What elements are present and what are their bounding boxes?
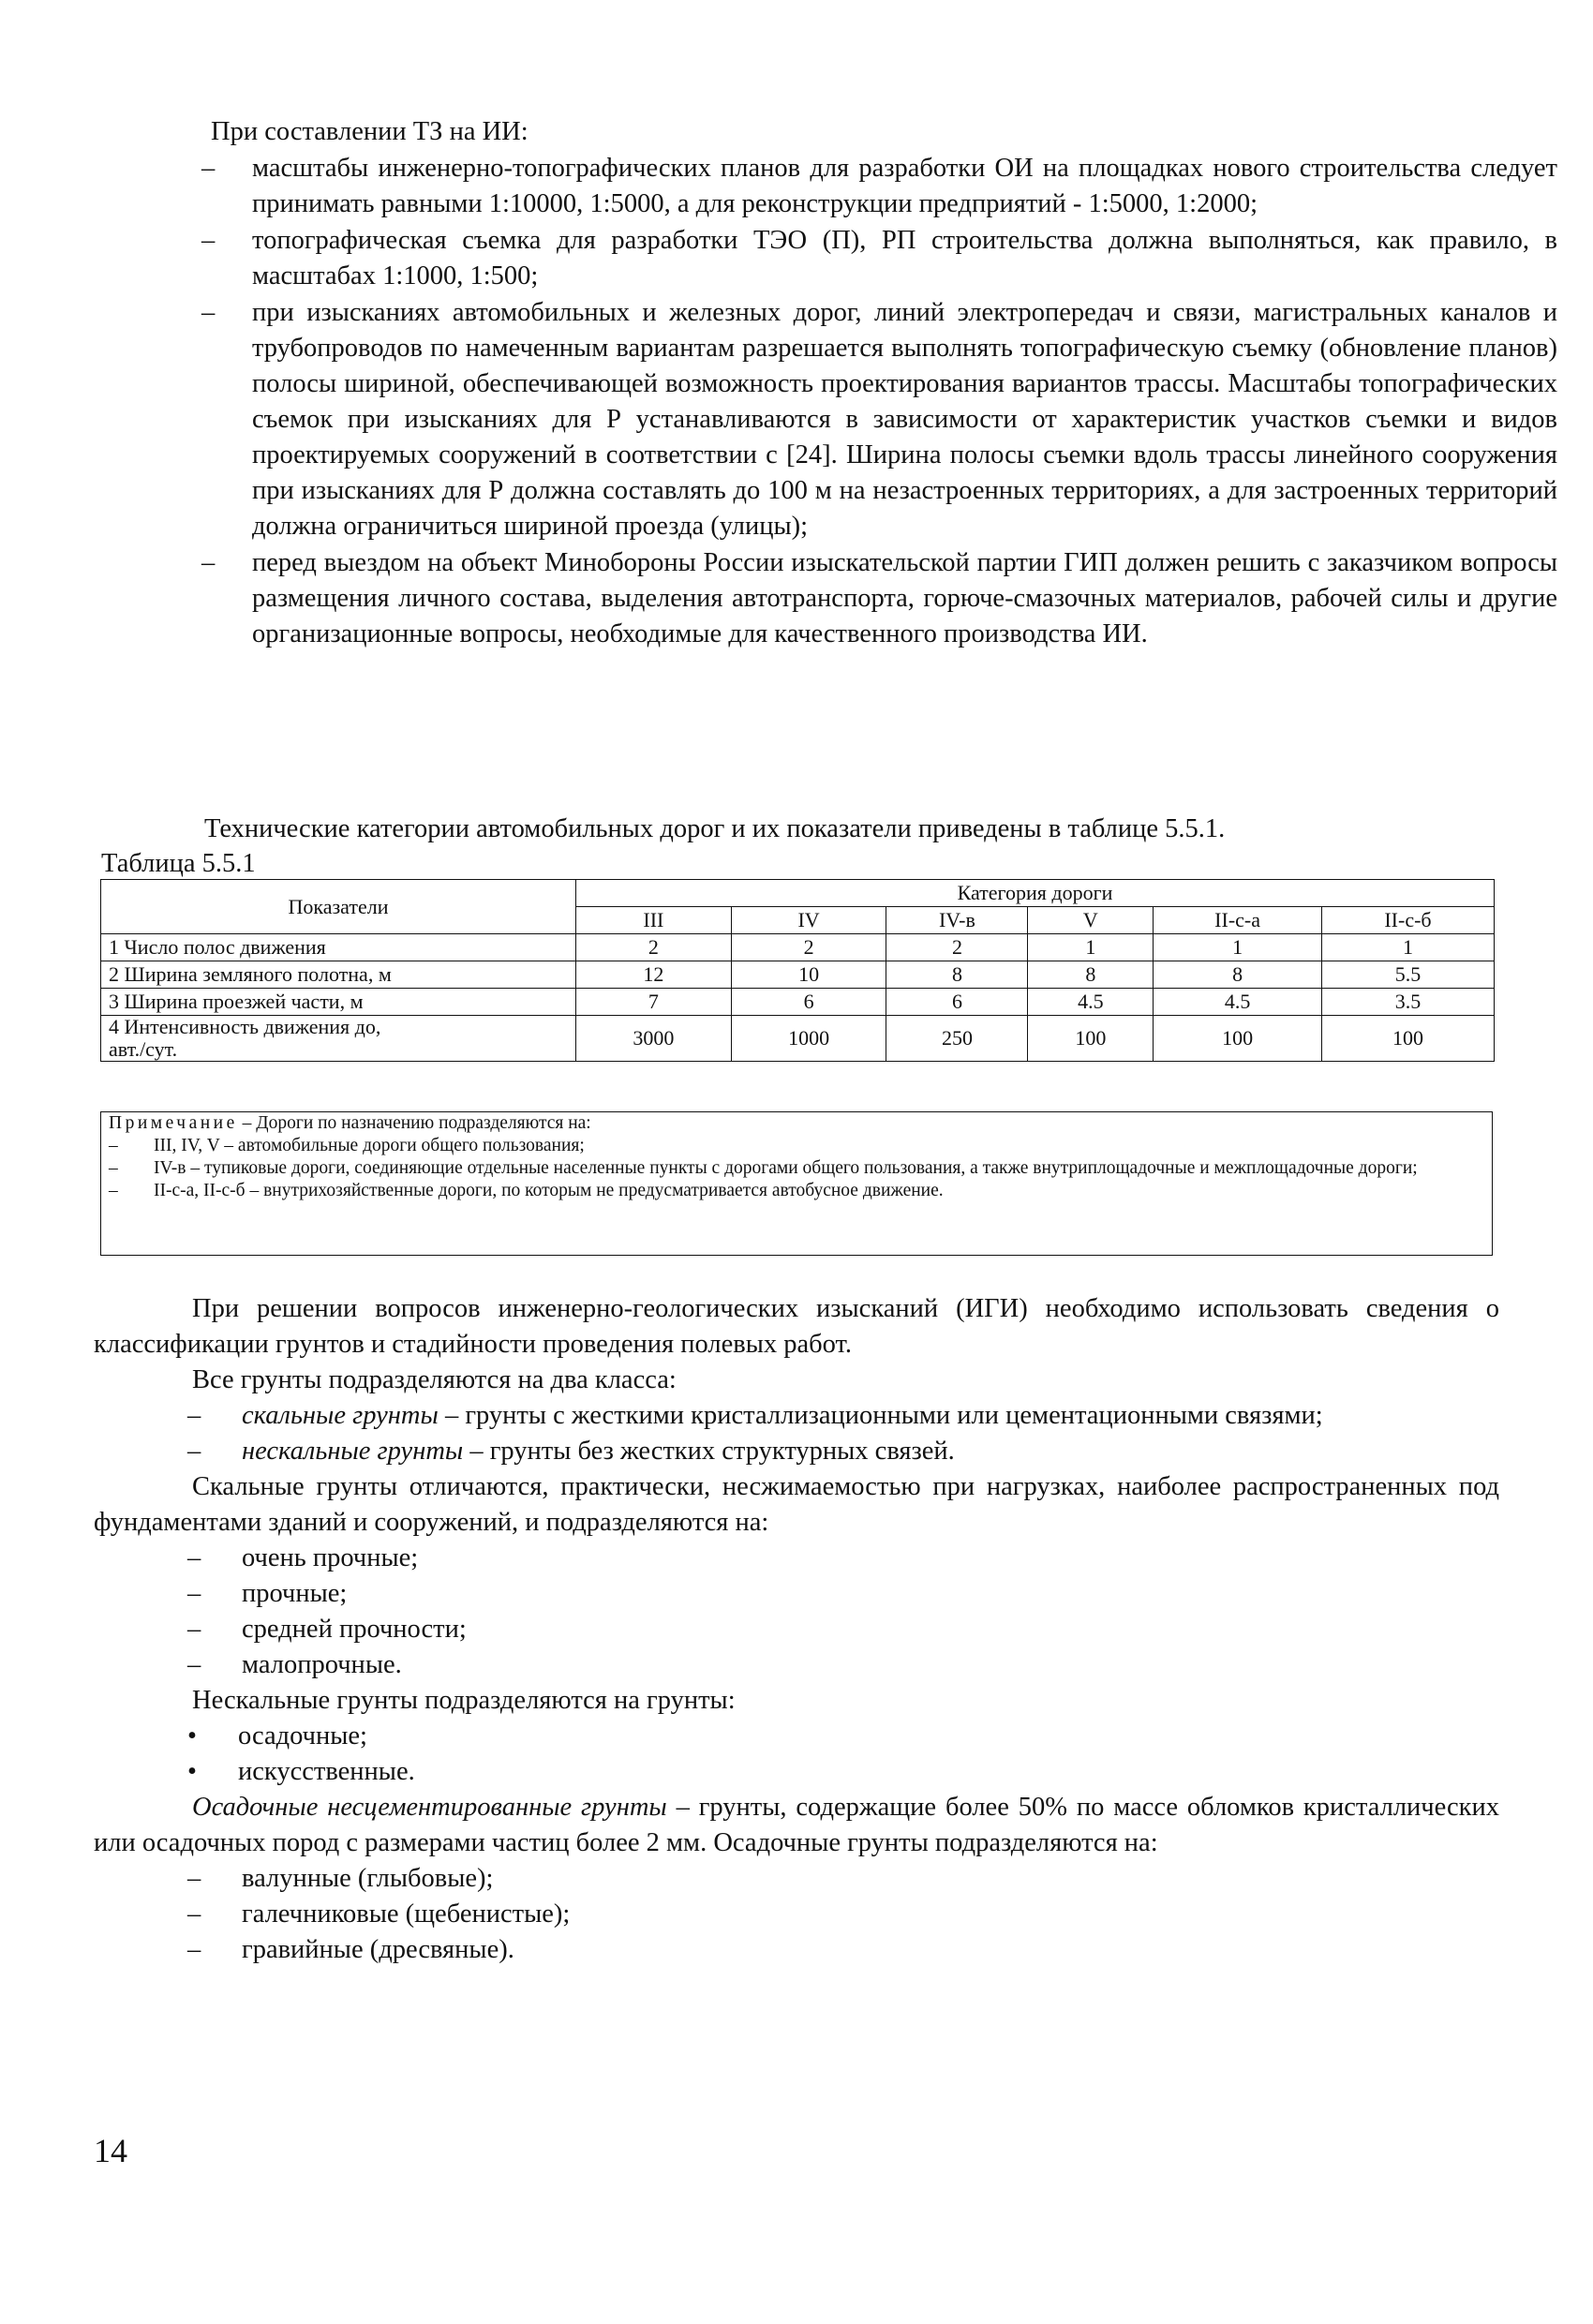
table-cell: 3000: [576, 1016, 732, 1062]
bullet-dash: –: [187, 1437, 201, 1466]
bullet-dash: –: [187, 1935, 201, 1964]
table-cell: 12: [576, 961, 732, 989]
table-cell: 8: [1154, 961, 1322, 989]
note-item: – IV-в – тупиковые дороги, соединяющие отдельные населенные пункты с дорогами общего пользования, а также внутриплощадочные и межплощадочные дороги;: [109, 1158, 1418, 1178]
table-row: [101, 961, 1495, 989]
intro-bullet: – при изысканиях автомобильных и железных дорог, линий электропередач и связи, магистральных каналов и трубопроводов по намеченным вариантам разрешается выполнять топографическую съемку (обновление планов) полосы шириной, обеспечивающей возможность проектирования вариантов трассы. Масштабы топографических съемок при изысканиях для Р устанавливаются в зависимости от характеристик участков съемки и видов проектируемых сооружений в соответствии с [24]. Ширина полосы съемки вдоль трассы линейного сооружения при изысканиях для Р должна составлять до 100 м на незастроенных территориях, а для застроенных территорий должна ограничиться шириной проезда (улицы);: [201, 295, 1557, 544]
bullet-dash: –: [187, 1543, 201, 1572]
bullet-dash: –: [187, 1864, 201, 1893]
bullet-dash: –: [201, 154, 216, 183]
category-cell: II-с-а: [1154, 907, 1322, 934]
table-cell: 2: [886, 934, 1028, 961]
table-row: [101, 1016, 1495, 1062]
bullet-dash: –: [187, 1401, 201, 1430]
table-cell: 3.5: [1322, 989, 1495, 1016]
intro-bullet: – перед выездом на объект Минобороны России изыскательской партии ГИП должен решить с заказчиком вопросы размещения личного состава, выделения автотранспорта, горюче-смазочных материалов, рабочей силы и другие организационные вопросы, необходимые для качественного производства ИИ.: [201, 545, 1557, 652]
table-header-row: [101, 880, 1495, 907]
bullet-dash: –: [187, 1615, 201, 1644]
sed-item: – галечниковые (щебенистые);: [187, 1897, 1554, 1932]
road-category-table: [100, 879, 1495, 1062]
table-cell: 1: [1154, 934, 1322, 961]
row-label: 3 Ширина проезжей части, м: [101, 989, 576, 1016]
table-cell: 6: [731, 989, 886, 1016]
indicator-header: Показатели: [101, 880, 576, 934]
table-cell: 2: [731, 934, 886, 961]
bullet-dash: –: [201, 226, 216, 255]
table-cell: 250: [886, 1016, 1028, 1062]
table-reference-text: Технические категории автомобильных дорог и их показатели приведены в таблице 5.5.1.: [204, 814, 1226, 843]
table-cell: 6: [886, 989, 1028, 1016]
soft-item: • искусственные.: [187, 1754, 1550, 1790]
bullet-dash: –: [109, 1158, 118, 1178]
table-cell: 1: [1028, 934, 1154, 961]
table-cell: 7: [576, 989, 732, 1016]
table-cell: 100: [1154, 1016, 1322, 1062]
note-item: – III, IV, V – автомобильные дороги общего пользования;: [109, 1136, 585, 1155]
bullet-dot: •: [187, 1757, 197, 1786]
row-label: 2 Ширина земляного полотна, м: [101, 961, 576, 989]
class-item: – нескальные грунты – грунты без жестких структурных связей.: [187, 1434, 1554, 1469]
bullet-dash: –: [109, 1181, 118, 1200]
table-caption: Таблица 5.5.1: [101, 849, 256, 878]
rock-item: – прочные;: [187, 1576, 1554, 1612]
bullet-dot: •: [187, 1721, 197, 1750]
intro-bullet: – топографическая съемка для разработки ТЭО (П), РП строительства должна выполняться, как правило, в масштабах 1:1000, 1:500;: [201, 223, 1557, 294]
table-row: [101, 989, 1495, 1016]
category-cell: II-с-б: [1322, 907, 1495, 934]
paragraph: Все грунты подразделяются на два класса:: [192, 1365, 677, 1394]
intro-bullet: – масштабы инженерно-топографических планов для разработки ОИ на площадках нового строительства следует принимать равными 1:10000, 1:5000, а для реконструкции предприятий - 1:5000, 1:2000;: [201, 151, 1557, 222]
paragraph: При решении вопросов инженерно-геологических изысканий (ИГИ) необходимо использовать сведения о классификации грунтов и стадийности проведения полевых работ.: [94, 1294, 1499, 1359]
row-label: 4 Интенсивность движения до, авт./сут.: [101, 1016, 576, 1062]
table-cell: 100: [1028, 1016, 1154, 1062]
table-cell: 5.5: [1322, 961, 1495, 989]
intro-lead: При составлении ТЗ на ИИ:: [211, 117, 529, 146]
category-cell: V: [1028, 907, 1154, 934]
soil-section: [94, 1291, 1499, 1968]
table-cell: 10: [731, 961, 886, 989]
rock-item: – очень прочные;: [187, 1541, 1554, 1576]
soft-item: • осадочные;: [187, 1719, 1550, 1754]
rock-item: – средней прочности;: [187, 1612, 1554, 1647]
table-cell: 8: [1028, 961, 1154, 989]
bullet-dash: –: [109, 1136, 118, 1155]
category-cell: III: [576, 907, 732, 934]
bullet-dash: –: [187, 1899, 201, 1929]
category-header: Категория дороги: [576, 880, 1495, 907]
bullet-dash: –: [201, 548, 216, 577]
sed-item: – гравийные (дресвяные).: [187, 1932, 1554, 1968]
table-cell: 4.5: [1028, 989, 1154, 1016]
table-cell: 1000: [731, 1016, 886, 1062]
note-heading: Примечание – Дороги по назначению подразделяются на:: [109, 1113, 591, 1133]
bullet-dash: –: [187, 1579, 201, 1608]
category-cell: IV: [731, 907, 886, 934]
class-item: – скальные грунты – грунты с жесткими кристаллизационными или цементационными связями;: [187, 1398, 1554, 1434]
bullet-dash: –: [187, 1650, 201, 1679]
paragraph: Скальные грунты отличаются, практически, несжимаемостью при нагрузках, наиболее распространенных под фундаментами зданий и сооружений, и подразделяются на:: [94, 1472, 1499, 1537]
table-cell: 4.5: [1154, 989, 1322, 1016]
table-cell: 2: [576, 934, 732, 961]
page-number: 14: [94, 2132, 127, 2169]
row-label: 1 Число полос движения: [101, 934, 576, 961]
paragraph: Нескальные грунты подразделяются на грунты:: [192, 1686, 736, 1715]
category-cell: IV-в: [886, 907, 1028, 934]
bullet-dash: –: [201, 298, 216, 327]
sed-item: – валунные (глыбовые);: [187, 1861, 1554, 1897]
table-cell: 1: [1322, 934, 1495, 961]
table-cell: 8: [886, 961, 1028, 989]
table-note: [100, 1111, 1493, 1256]
table-cell: 100: [1322, 1016, 1495, 1062]
intro-section: [201, 114, 1557, 652]
table-row: [101, 934, 1495, 961]
paragraph: Осадочные несцементированные грунты – грунты, содержащие более 50% по массе обломков кристаллических или осадочных пород с размерами частиц более 2 мм. Осадочные грунты подразделяются на:: [94, 1793, 1499, 1857]
rock-item: – малопрочные.: [187, 1647, 1554, 1683]
note-item: – II-с-а, II-с-б – внутрихозяйственные дороги, по которым не предусматривается автобусное движение.: [109, 1181, 944, 1200]
